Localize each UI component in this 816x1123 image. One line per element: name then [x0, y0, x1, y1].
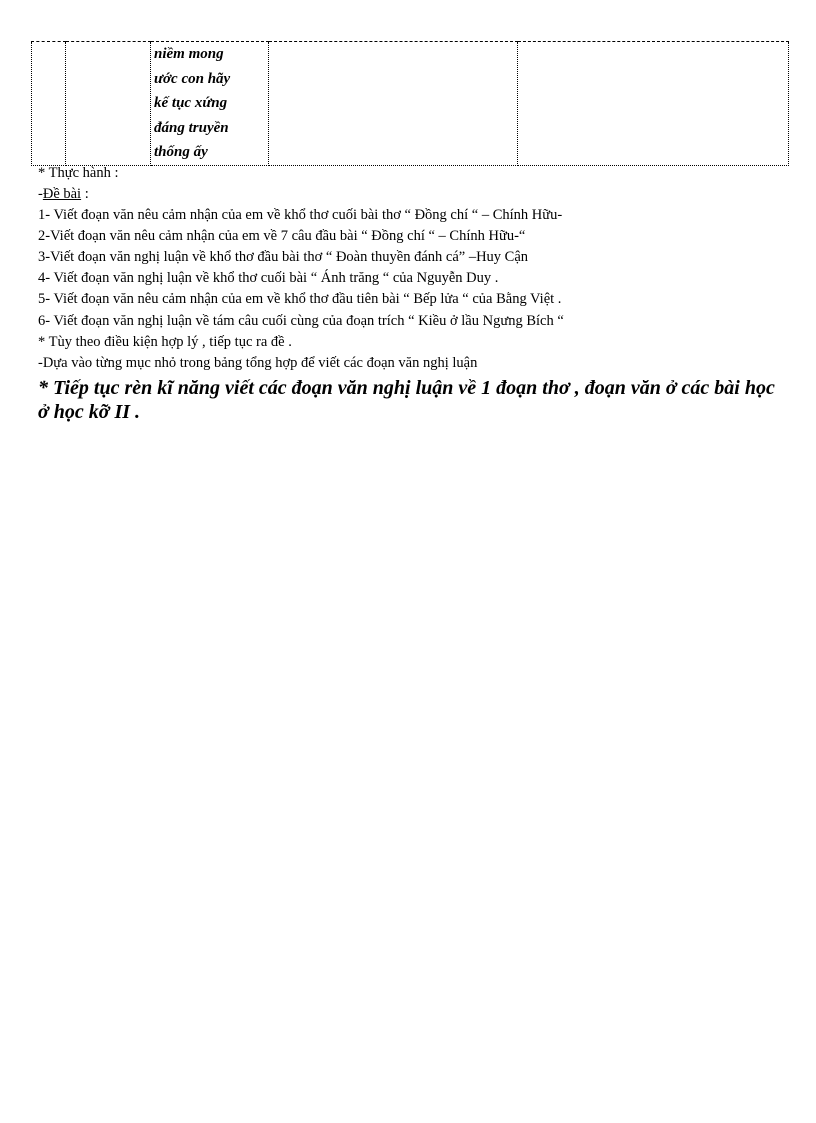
emphasis-note: * Tiếp tục rèn kĩ năng viết các đoạn văn nghị luận về 1 đoạn thơ , đoạn văn ở các bài học ở học kỡ II .: [38, 377, 775, 423]
condition-note: * Tùy theo điều kiện hợp lý , tiếp tục ra đề .: [38, 334, 292, 350]
cell-text-line: kế tục xứng: [154, 95, 228, 111]
topic-suffix: :: [81, 186, 89, 202]
topic-item: 4- Viết đoạn văn nghị luận về khổ thơ cuối bài “ Ánh trăng “ của Nguyễn Duy .: [38, 270, 499, 286]
table-cell-empty: [66, 42, 151, 166]
cell-text-line: ước con hãy: [154, 70, 231, 87]
summary-table-fragment: [31, 41, 789, 166]
topic-item: 5- Viết đoạn văn nêu cảm nhận của em về khổ thơ đầu tiên bài “ Bếp lửa “ của Bằng Việt .: [38, 291, 562, 307]
topic-prefix: -: [38, 186, 43, 202]
cell-text-line: đáng truyền: [154, 119, 229, 136]
practice-heading: * Thực hành :: [38, 165, 119, 181]
topic-item: 1- Viết đoạn văn nêu cảm nhận của em về khổ thơ cuối bài thơ “ Đồng chí “ – Chính Hữu-: [38, 207, 563, 223]
topic-item: 6- Viết đoạn văn nghị luận về tám câu cuối cùng của đoạn trích “ Kiều ở lầu Ngưng Bích “: [38, 313, 564, 329]
instruction-line: -Dựa vào từng mục nhỏ trong bảng tổng hợp để viết các đoạn văn nghị luận: [38, 355, 478, 371]
table-cell-empty: [32, 42, 66, 166]
table-row: [32, 42, 789, 166]
topic-label: Đề bài: [42, 186, 82, 202]
cell-text-line: niềm mong: [154, 46, 224, 62]
topic-heading: [38, 184, 89, 204]
cell-text-line: thống ấy: [154, 144, 208, 160]
table-cell-empty: [269, 42, 518, 166]
table-cell-text: [151, 42, 269, 166]
topic-item: 2-Viết đoạn văn nêu cảm nhận của em về 7 câu đầu bài “ Đồng chí “ – Chính Hữu-“: [38, 228, 526, 244]
topic-item: 3-Viết đoạn văn nghị luận về khổ thơ đầu bài thơ “ Đoàn thuyền đánh cá” –Huy Cận: [38, 249, 529, 265]
table-cell-empty: [518, 42, 789, 166]
